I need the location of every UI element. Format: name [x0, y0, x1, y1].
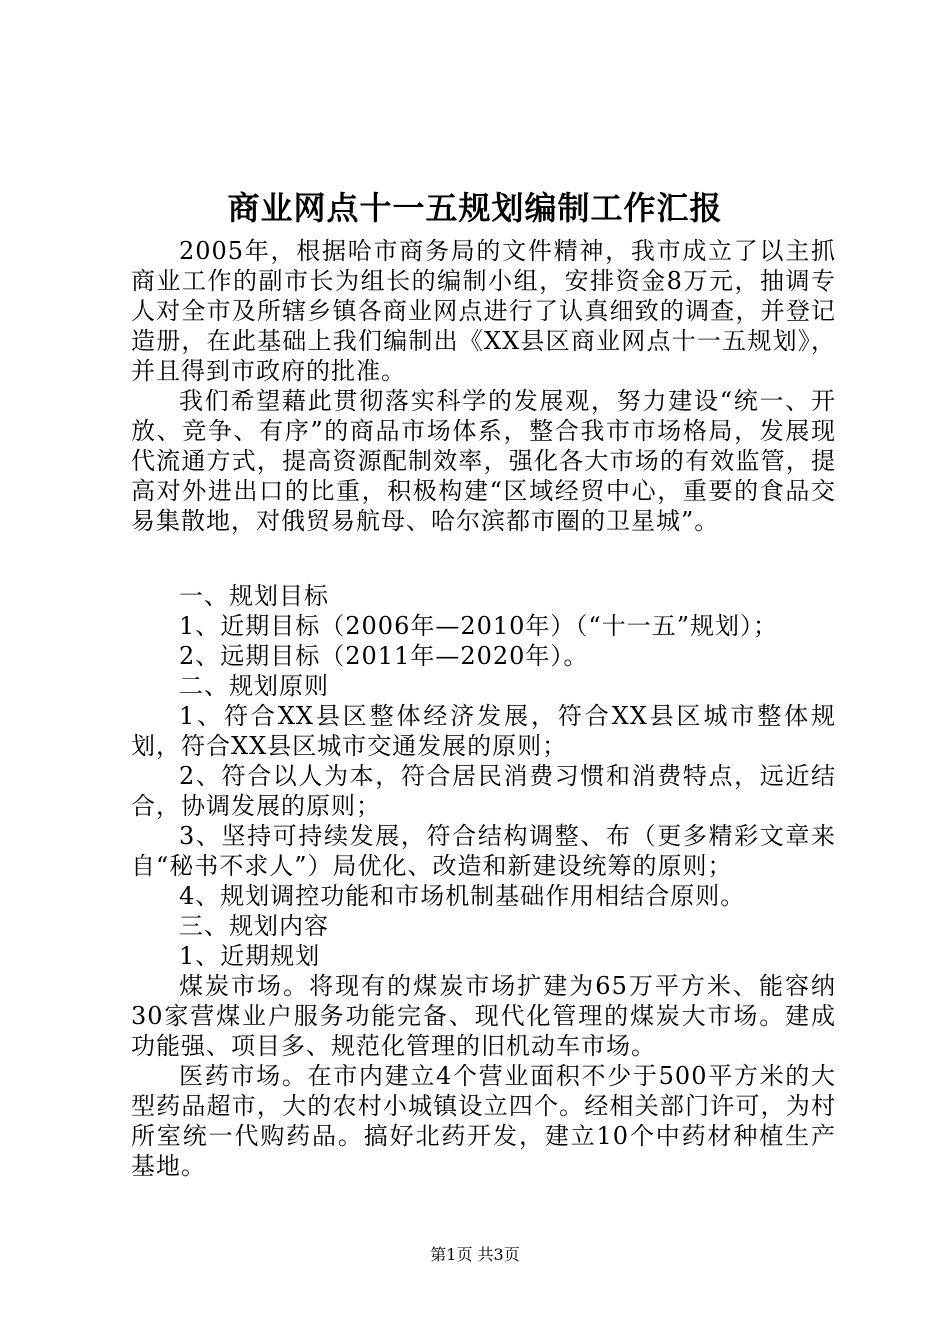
paragraph-spacer [131, 536, 836, 581]
list-item: 1、符合XX县区整体经济发展，符合XX县区城市整体规划，符合XX县区城市交通发展的原则； [131, 702, 836, 760]
paragraph: 2005年，根据哈市商务局的文件精神，我市成立了以主抓商业工作的副市长为组长的编制小组，安排资金8万元，抽调专人对全市及所辖乡镇各商业网点进行了认真细致的调查，并登记造册，在此基础上我们编制出《XX县区商业网点十一五规划》，并且得到市政府的批准。 [131, 237, 836, 385]
list-item: 1、近期目标（2006年—2010年）（“十一五”规划）； [179, 612, 778, 640]
subsection-heading: 1、近期规划 [179, 942, 321, 970]
section-heading: 二、规划原则 [179, 672, 329, 700]
paragraph: 医药市场。在市内建立4个营业面积不少于500平方米的大型药品超市，大的农村小城镇设立四个。经相关部门许可，为村所室统一代购药品。搞好北药开发，建立10个中药材种植生产基地。 [131, 1062, 836, 1180]
paragraph: 我们希望藉此贯彻落实科学的发展观，努力建设“统一、开放、竞争、有序”的商品市场体系，整合我市市场格局，发展现代流通方式，提高资源配制效率，强化各大市场的有效监管，提高对外进出口的比重，积极构建“区域经贸中心，重要的食品交易集散地，对俄贸易航母、哈尔滨都市圈的卫星城”。 [131, 387, 836, 535]
list-item: 2、远期目标（2011年—2020年）。 [179, 642, 589, 670]
list-item: 2、符合以人为本，符合居民消费习惯和消费特点，远近结合，协调发展的原则； [131, 762, 836, 820]
list-item: 4、规划调控功能和市场机制基础作用相结合原则。 [179, 882, 746, 910]
document-title: 商业网点十一五规划编制工作汇报 [227, 189, 723, 227]
section-heading: 一、规划目标 [179, 582, 329, 610]
list-item: 3、坚持可持续发展，符合结构调整、布（更多精彩文章来自“秘书不求人”）局优化、改造和新建设统筹的原则； [131, 822, 836, 880]
section-heading: 三、规划内容 [179, 912, 329, 940]
page-footer: 第1页 共3页 [430, 1245, 520, 1264]
paragraph: 煤炭市场。将现有的煤炭市场扩建为65万平方米、能容纳30家营煤业户服务功能完备、现代化管理的煤炭大市场。建成功能强、项目多、规范化管理的旧机动车市场。 [131, 972, 836, 1060]
document-body [131, 236, 836, 1181]
